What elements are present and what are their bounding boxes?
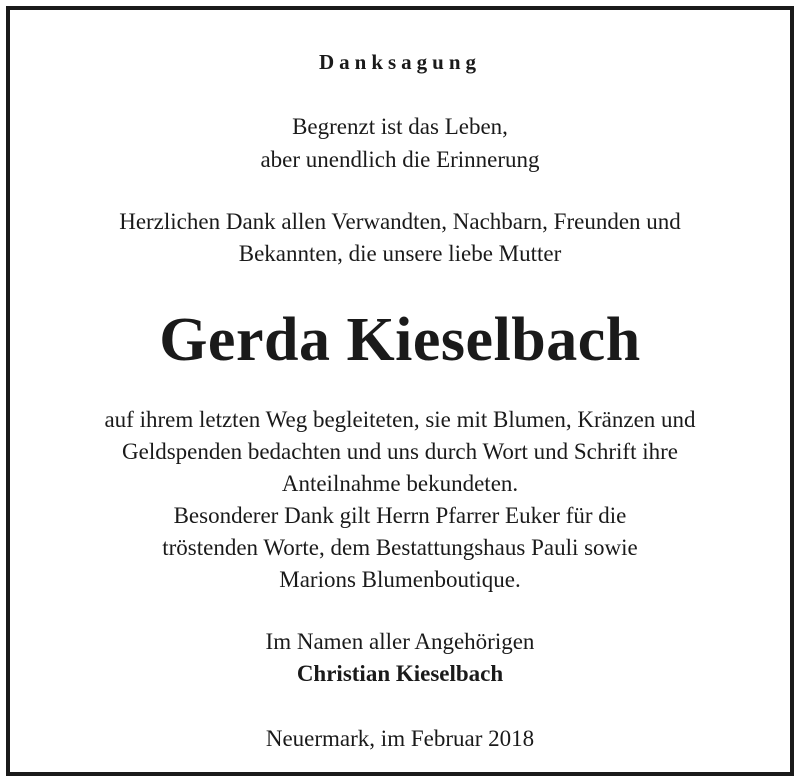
body-line-5: tröstenden Worte, dem Bestattungshaus Pauli sowie xyxy=(162,535,638,560)
body-line-6: Marions Blumenboutique. xyxy=(279,567,521,592)
body-line-4: Besonderer Dank gilt Herrn Pfarrer Euker für die xyxy=(173,503,627,528)
motto-line-1: Begrenzt ist das Leben, xyxy=(292,114,508,139)
place-date: Neuermark, im Februar 2018 xyxy=(265,726,535,751)
intro-line-1: Herzlichen Dank allen Verwandten, Nachbarn, Freunden und xyxy=(119,209,681,234)
obituary-notice xyxy=(6,6,794,776)
deceased-name: Gerda Kieselbach xyxy=(159,306,641,374)
body-line-2: Geldspenden bedachten und uns durch Wort und Schrift ihre xyxy=(122,439,678,464)
notice-heading: Danksagung xyxy=(318,50,482,74)
body-line-1: auf ihrem letzten Weg begleiteten, sie mit Blumen, Kränzen und xyxy=(104,407,696,432)
body-line-3: Anteilnahme bekundeten. xyxy=(281,471,519,496)
motto-line-2: aber unendlich die Erinnerung xyxy=(260,147,540,172)
on-behalf-line: Im Namen aller Angehörigen xyxy=(265,629,535,654)
intro-line-2: Bekannten, die unsere liebe Mutter xyxy=(238,241,562,266)
signer-name: Christian Kieselbach xyxy=(296,661,504,686)
